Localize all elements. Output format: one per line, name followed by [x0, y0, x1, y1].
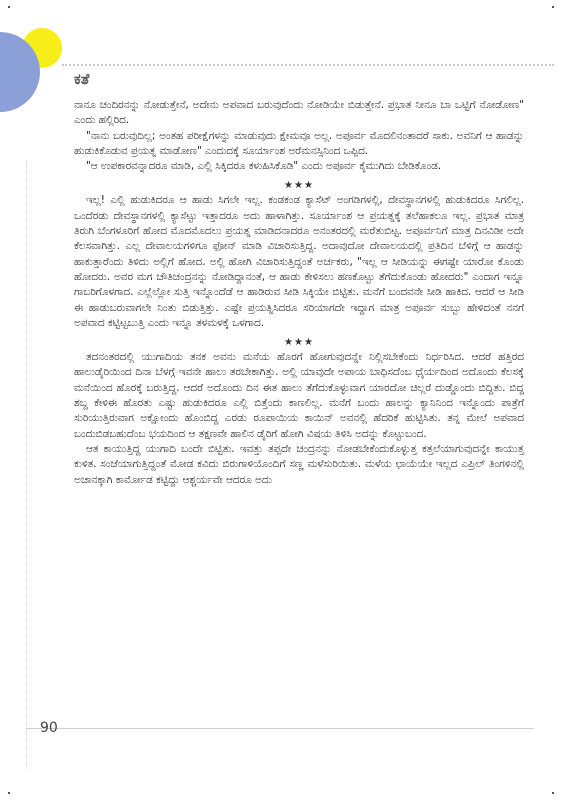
- crop-mark: [8, 6, 10, 8]
- crop-mark: [552, 6, 554, 8]
- paragraph: ಆತ ಕಾಯುತ್ತಿದ್ದ ಯುಗಾದಿ ಬಂದೇ ಬಿಟ್ಟಿತು. ಇವತ್ತು ತಪ್ಪದೇ ಚಂದ್ರನನ್ನು ನೋಡಬೇಕೆಂದುಕೊಳ್ಳುತ್ತ ಕತ್ತಲೆಯಾಗುವುದನ್ನೇ ಕಾಯುತ್ತ ಕುಳಿತ. ಸಂಜೆಯಾಗುತ್ತಿದ್ದಂತೆ ಮೋಡ ಕವಿದು ಬಿರುಗಾಳಿಯೊಂದಿಗೆ ಸಣ್ಣ ಮಳೆಸುರಿಯಿತು. ಮಳೆಯ ಛಾಯೆಯೇ ಇಲ್ಲದ ಎಪ್ರಿಲ್ ತಿಂಗಳಿನಲ್ಲಿ ಅಚಾನಕ್ಕಾಗಿ ಕಾರ್ಮೋಡ ಕಟ್ಟಿದ್ದು ಆಶ್ಚರ್ಯವೇ ಆದರೂ ಅದು: [74, 442, 524, 486]
- section-heading: ಕತೆ: [74, 70, 90, 88]
- footer-rule: [26, 728, 534, 729]
- page-number: 90: [40, 720, 58, 736]
- paragraph: ತದನಂತರದಲ್ಲಿ ಯುಗಾದಿಯ ತನಕ ಅವನು ಮನೆಯ ಹೊರಗೆ ಹೋಗುವುದನ್ನೇ ನಿಲ್ಲಿಸಬೇಕೆಂದು ನಿರ್ಧರಿಸಿದ. ಆದರೆ ಹತ್ತಿರದ ಹಾಲುಡೈರಿಯಿಂದ ದಿನಾ ಬೆಳಗ್ಗೆ ಇವನೇ ಹಾಲು ತರಬೇಕಾಗಿತ್ತು. ಅಲ್ಲಿ ಯಾವುದೇ ಅಪಾಯ ಬಾಧಿಸದೆಂಬ ಧೈರ್ಯದಿಂದ ಅದೊಂದು ಕೆಲಸಕ್ಕೆ ಮನೆಯಿಂದ ಹೊರಕ್ಕೆ ಬರುತ್ತಿದ್ದ. ಆದರೆ ಅದೊಂದು ದಿನ ಈತ ಹಾಲು ತೆಗೆದುಕೊಳ್ಳುವಾಗ ಯಾರದೋ ಚಿಲ್ಲರೆ ದುಡ್ಡೊಂದು ಬಿದ್ದಿತು. ಬಿದ್ದ ಶಬ್ದ ಕೇಳಿಈ ಹೊರತು ಎಷ್ಟು ಹುಡುಕಿದರೂ ಎಲ್ಲಿ ಬಿತ್ತೆಂದು ಕಾಣಲಿಲ್ಲ. ಮನೆಗೆ ಬಂದು ಹಾಲನ್ನು ಕ್ಯಾನಿನಿಂದ ಇನ್ನೊಂದು ಪಾತ್ರೆಗೆ ಸುರಿಯುತ್ತಿರುವಾಗ ಅಕ್ಷೋಂದು ಹೊಂಬಿದ್ದ ಎರಡು ರೂಪಾಯಿಯ ಕಾಯಿನ್ ಅವನಲ್ಲಿ ಹೆದರಿಕೆ ಹುಟ್ಟಿಸಿತು. ತನ್ನ ಮೇಲೆ ಅಪವಾದ ಬಂದುಬಿಡಬಹುದೆಂಬ ಭಯದಿಂದ ಆ ತಕ್ಷಣವೇ ಹಾಲಿನ ಡೈರಿಗೆ ಹೋಗಿ ವಿಷಯ ತಿಳಿಸಿ ಅದನ್ನು ಕೊಟ್ಟುಬಂದ.: [74, 351, 524, 440]
- margin-dotted-rule: [26, 160, 27, 770]
- section-separator: ★★★: [284, 337, 314, 349]
- paragraph: ನಾನೂ ಚಂದಿರನನ್ನು ನೋಡುತ್ತೇನೆ, ಅದೇನು ಅಪವಾದ ಬರುವುದೆಂದು ನೋಡಿಯೇ ಬಿಡುತ್ತೇನೆ. ಪ್ರಭಾತ ನೀನೂ ಬಾ ಒಟ್ಟಿಗೆ ನೋಡೋಣ" ಎಂದು ಹಲ್ಲಿರಿದ.: [74, 99, 524, 127]
- story-body: [74, 98, 524, 488]
- paragraph: "ನಾನು ಬರುವುದಿಲ್ಲ; ಅಂತಹ ಪರೀಕ್ಷೆಗಳನ್ನು ಮಾಡುವುದು ಕ್ಷೇಮವೂ ಅಲ್ಲ. ಅಪೂರ್ವ ಮೊದಲಿನಂತಾದರೆ ಸಾಕು. ಅವನಿಗೆ ಆ ಹಾಡನ್ನು ಹುಡುಕಿಕೊಡುವ ಪ್ರಯತ್ನ ಮಾಡೋಣ" ಎಂದುದಕ್ಕೆ ಸೂರ್ಯಾಂಶ ಅರೆಮನಸ್ಸಿನಿಂದ ಒಪ್ಪಿದ.: [74, 129, 524, 157]
- paragraph: "ಆ ಉಪಕಾರವನ್ನಾದರೂ ಮಾಡಿ, ಎಲ್ಲಿ ಸಿಕ್ಕಿದರೂ ಕಳುಹಿಸಿಕೊಡಿ" ಎಂದು ಅಪೂರ್ವ ಕೈಮುಗಿದು ಬೇಡಿಕೊಂಡ.: [86, 160, 442, 173]
- crop-mark: [8, 792, 10, 794]
- crop-mark: [552, 792, 554, 794]
- section-separator: ★★★: [284, 180, 314, 192]
- header-dotted-rule: [62, 64, 554, 66]
- paragraph: ಇಲ್ಲ! ಎಲ್ಲಿ ಹುಡುಕಿದರೂ ಆ ಹಾಡು ಸಿಗಲೇ ಇಲ್ಲ. ಕಂಡಕಂಡ ಕ್ಯಾಸೆಟ್ ಅಂಗಡಿಗಳಲ್ಲಿ, ದೇವಸ್ಥಾನಗಳಲ್ಲಿ ಹುಡುಕಿದರೂ ಸಿಗಲಿಲ್ಲ. ಒಂದೆರಡು ದೇವಸ್ಥಾನಗಳಲ್ಲಿ ಕ್ಯಾಸೆಟ್ಟು ಇತ್ತಾದರೂ ಅದು ಹಾಳಾಗಿತ್ತು. ಸೂರ್ಯಾಂಶ ಆ ಪ್ರಯತ್ನಕ್ಕೆ ತಲೆಹಾಕಲೂ ಇಲ್ಲ. ಪ್ರಭಾತ ಮಾತ್ರ ತಿರುಗಿ ಬೆಂಗಳೂರಿಗೆ ಹೋದ ಮೊದಮೊದಲು ಪ್ರಯತ್ನ ಮಾಡಿದನಾದರೂ ಅನಂತರದಲ್ಲಿ ಮರೆತುಬಿಟ್ಟ. ಅಪೂರ್ವನಿಗೆ ಮಾತ್ರ ದಿನವಿಡೀ ಅದೇ ಕೆಲಸವಾಗಿತ್ತು. ಎಲ್ಲ ದೇವಾಲಯಗಳಿಗೂ ಫೋನ್ ಮಾಡಿ ವಿಚಾರಿಸುತ್ತಿದ್ದ. ಅದಾವುದೋ ದೇವಾಲಯದಲ್ಲಿ ಪ್ರತಿದಿನ ಬೆಳಿಗ್ಗೆ ಆ ಹಾಡನ್ನು ಹಾಕುತ್ತಾರೆಂದು ತಿಳಿದು ಅಲ್ಲಿಗೆ ಹೋದ. ಅಲ್ಲಿ ಹೋಗಿ ವಿಚಾರಿಸುತ್ತಿದ್ದಂತೆ ಅರ್ಚಕರು, "ಇಲ್ಲ ಆ ಸೀಡಿಯನ್ನು ಈಗಷ್ಟೇ ಯಾರೋ ಕೊಂಡು ಹೋದರು. ಅವರ ಮಗ ಚೌತಿಚಂದ್ರನನ್ನು ನೋಡಿದ್ದಾನಂತೆ, ಆ ಹಾಡು ಕೇಳಿಸಲು ಹಣಕೊಟ್ಟು ತೆಗೆದುಕೊಂಡು ಹೋದರು" ಎಂದಾಗ ಇನ್ನೂ ಗಾಬರಿಗೊಳಗಾದ. ಎಲ್ಲೆಲ್ಲೋ ಸುತ್ತಿ ಇನ್ನೊಂದೆಡೆ ಆ ಹಾಡಿರುವ ಸೀಡಿ ಸಿಕ್ಕಿಯೇ ಬಿಟ್ಟಿತು. ಮನೆಗೆ ಬಂದವನೇ ಸೀಡಿ ಹಾಕಿದ. ಆದರೆ ಆ ಸೀಡಿ ಈ ಹಾಡುಬರುವಾಗಲೇ ನಿಂತು ಬಿಡುತ್ತಿತ್ತು. ಎಷ್ಟೇ ಪ್ರಯತ್ನಿಸಿದರೂ ಸರಿಯಾಗದೇ ಇದ್ದಾಗ ಮಾತ್ರ ಅಪೂರ್ವ ಸುಬ್ಬು ಹೇಳಿದಂತೆ ನನಗೆ ಅಪವಾದ ಕಟ್ಟಿಟ್ಟಬುತ್ತಿ ಎಂದು ಇನ್ನೂ ತಳಮಳಕ್ಕೆ ಒಳಗಾದ.: [74, 194, 524, 329]
